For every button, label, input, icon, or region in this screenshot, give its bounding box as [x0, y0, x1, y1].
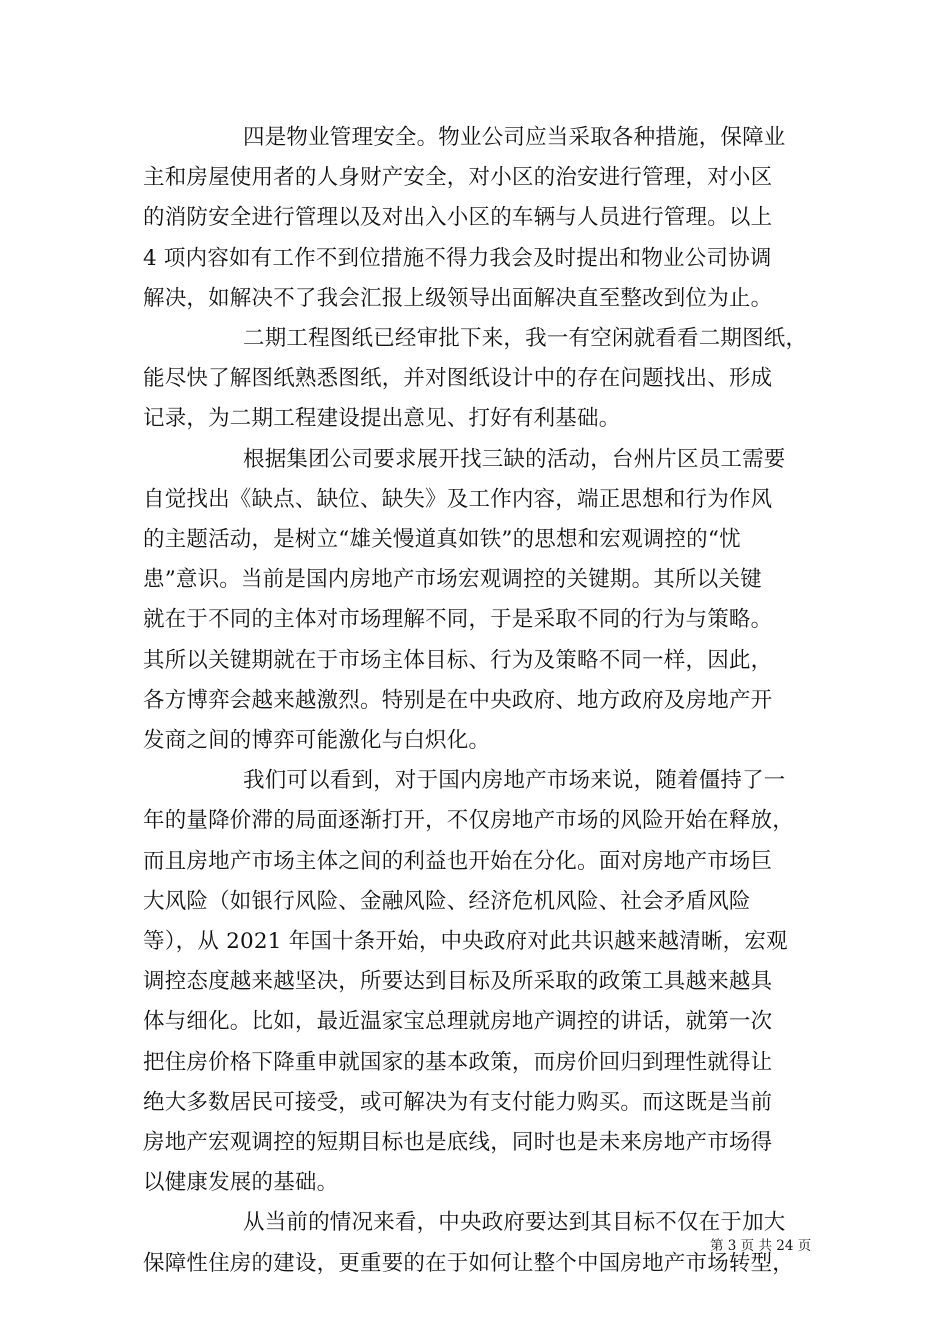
- text-line: 主和房屋使用者的人身财产安全，对小区的治安进行管理，对小区: [143, 165, 773, 191]
- text-line: 解决，如解决不了我会汇报上级领导出面解决直至整改到位为止。: [143, 285, 773, 311]
- text-line: 患”意识。当前是国内房地产市场宏观调控的关键期。其所以关键: [143, 567, 762, 593]
- paragraph-market-analysis: [143, 761, 813, 1203]
- text-line: 房地产宏观调控的短期目标也是底线，同时也是未来房地产市场得: [143, 1130, 773, 1156]
- page-number-footer: 第 3 页 共 24 页: [710, 1238, 812, 1254]
- text-line: 的消防安全进行管理以及对出入小区的车辆与人员进行管理。以上: [143, 205, 773, 231]
- text-line: 年的量降价滞的局面逐渐打开，不仅房地产市场的风险开始在释放，: [143, 808, 795, 834]
- text-line: 二期工程图纸已经审批下来，我一有空闲就看看二期图纸，: [243, 326, 808, 352]
- text-line: 以健康发展的基础。: [143, 1170, 339, 1196]
- text-line: 我们可以看到，对于国内房地产市场来说，随着僵持了一: [243, 768, 786, 794]
- text-line: 的主题活动，是树立“雄关慢道真如铁”的思想和宏观调控的“忧: [143, 527, 741, 553]
- text-line: 从当前的情况来看，中央政府要达到其目标不仅在于加大: [243, 1210, 786, 1236]
- text-line: 而且房地产市场主体之间的利益也开始在分化。面对房地产市场巨: [143, 848, 773, 874]
- text-line: 体与细化。比如，最近温家宝总理就房地产调控的讲话，就第一次: [143, 1009, 773, 1035]
- text-line: 保障性住房的建设，更重要的在于如何让整个中国房地产市场转型，: [143, 1250, 795, 1276]
- text-line: 记录，为二期工程建设提出意见、打好有利基础。: [143, 406, 621, 432]
- text-line: 根据集团公司要求展开找三缺的活动，台州片区员工需要: [243, 446, 786, 472]
- text-line: 其所以关键期就在于市场主体目标、行为及策略不同一样，因此，: [143, 647, 773, 673]
- text-line: 大风险（如银行风险、金融风险、经济危机风险、社会矛盾风险: [143, 888, 751, 914]
- document-body: [143, 118, 813, 1284]
- text-line: 能尽快了解图纸熟悉图纸，并对图纸设计中的存在问题找出、形成: [143, 366, 773, 392]
- text-line: 绝大多数居民可接受，或可解决为有支付能力购买。而这既是当前: [143, 1089, 773, 1115]
- text-line: 调控态度越来越坚决，所要达到目标及所采取的政策工具越来越具: [143, 969, 773, 995]
- text-line: 四是物业管理安全。物业公司应当采取各种措施，保障业: [243, 125, 786, 150]
- text-line: 发商之间的博弈可能激化与白炽化。: [143, 728, 491, 754]
- text-line: 把住房价格下降重申就国家的基本政策，而房价回归到理性就得让: [143, 1049, 773, 1075]
- paragraph-phase-two-drawings: [143, 319, 813, 440]
- text-line: 就在于不同的主体对市场理解不同，于是采取不同的行为与策略。: [143, 607, 773, 633]
- text-line: 各方博弈会越来越激烈。特别是在中央政府、地方政府及房地产开: [143, 687, 773, 713]
- text-line: 等），从 2021 年国十条开始，中央政府对此共识越来越清晰，宏观: [143, 929, 788, 955]
- text-line: 自觉找出《缺点、缺位、缺失》及工作内容，端正思想和行为作风: [143, 486, 773, 512]
- text-line: 4 项内容如有工作不到位措施不得力我会及时提出和物业公司协调: [143, 245, 772, 271]
- paragraph-three-deficiencies: [143, 440, 813, 762]
- paragraph-property-safety: [143, 118, 813, 319]
